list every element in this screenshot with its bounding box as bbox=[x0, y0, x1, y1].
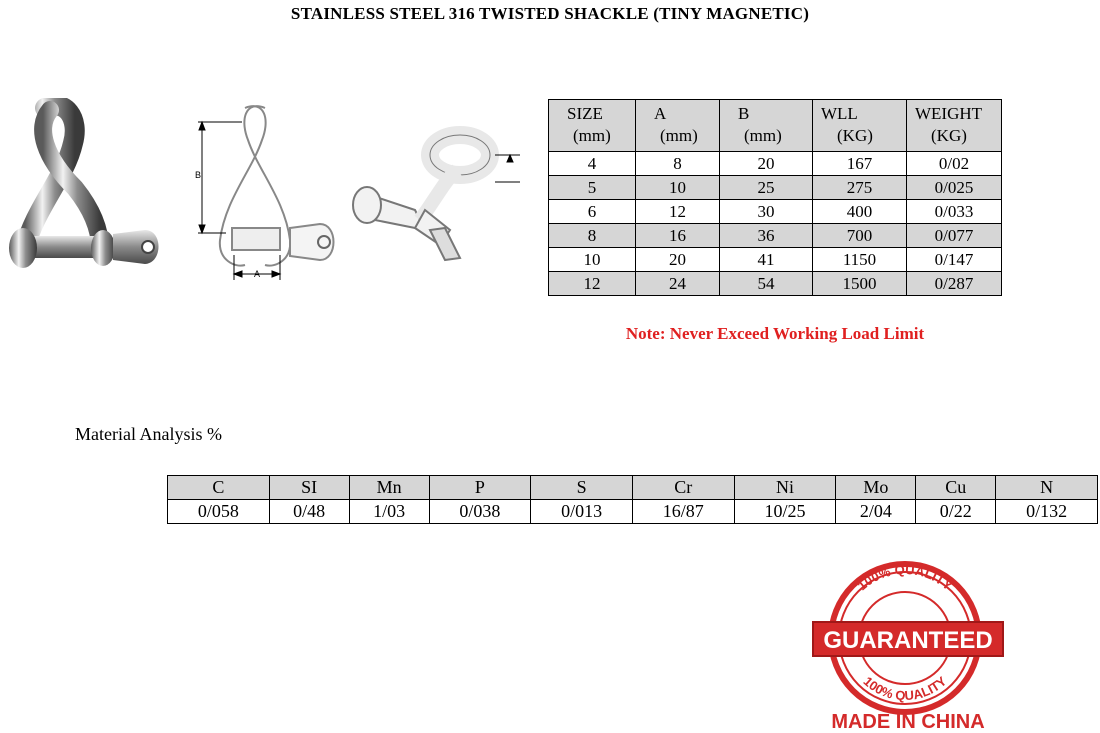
cell-size: 6 bbox=[549, 200, 636, 224]
dimension-label-a: A bbox=[254, 269, 261, 279]
cell-size: 4 bbox=[549, 152, 636, 176]
cell-wll: 1500 bbox=[813, 272, 907, 296]
material-value-row bbox=[168, 500, 1098, 524]
cell-weight: 0/033 bbox=[907, 200, 1002, 224]
spec-table bbox=[548, 99, 1002, 296]
cell-wll: 400 bbox=[813, 200, 907, 224]
badge-top-text: 100% QUALITY bbox=[854, 561, 956, 594]
cell-b: 30 bbox=[720, 200, 813, 224]
value-mn: 1/03 bbox=[349, 500, 429, 524]
table-row bbox=[549, 152, 1002, 176]
table-row bbox=[549, 200, 1002, 224]
cell-size: 5 bbox=[549, 176, 636, 200]
cell-weight: 0/02 bbox=[907, 152, 1002, 176]
header-b bbox=[720, 100, 813, 152]
badge-bottom-text: 100% QUALITY bbox=[860, 673, 950, 704]
element-ni: Ni bbox=[734, 476, 836, 500]
element-s: S bbox=[531, 476, 633, 500]
cell-b: 41 bbox=[720, 248, 813, 272]
table-row bbox=[549, 176, 1002, 200]
cell-b: 36 bbox=[720, 224, 813, 248]
header-wll-unit: (KG) bbox=[837, 126, 873, 145]
header-a bbox=[636, 100, 720, 152]
value-s: 0/013 bbox=[531, 500, 633, 524]
value-cu: 0/22 bbox=[916, 500, 996, 524]
table-row bbox=[549, 224, 1002, 248]
cell-wll: 167 bbox=[813, 152, 907, 176]
spec-header-row bbox=[549, 100, 1002, 152]
table-row bbox=[549, 272, 1002, 296]
cell-wll: 700 bbox=[813, 224, 907, 248]
value-c: 0/058 bbox=[168, 500, 270, 524]
header-b-unit: (mm) bbox=[744, 126, 782, 145]
header-weight-label: WEIGHT bbox=[915, 104, 983, 123]
cell-a: 8 bbox=[636, 152, 720, 176]
cell-weight: 0/147 bbox=[907, 248, 1002, 272]
cell-b: 54 bbox=[720, 272, 813, 296]
cell-wll: 275 bbox=[813, 176, 907, 200]
cell-b: 25 bbox=[720, 176, 813, 200]
page-title: STAINLESS STEEL 316 TWISTED SHACKLE (TINY MAGNETIC) bbox=[290, 4, 810, 23]
cell-weight: 0/025 bbox=[907, 176, 1002, 200]
warning-note: Note: Never Exceed Working Load Limit bbox=[625, 324, 925, 343]
dimension-label-b: B bbox=[195, 170, 202, 180]
badge-main-text: GUARANTEED bbox=[823, 627, 993, 654]
material-table bbox=[167, 475, 1098, 524]
material-header-row bbox=[168, 476, 1098, 500]
value-si: 0/48 bbox=[269, 500, 349, 524]
value-cr: 16/87 bbox=[632, 500, 734, 524]
header-size-label: SIZE bbox=[567, 104, 603, 123]
header-size-unit: (mm) bbox=[573, 126, 611, 145]
value-p: 0/038 bbox=[429, 500, 531, 524]
cell-wll: 1150 bbox=[813, 248, 907, 272]
element-n: N bbox=[996, 476, 1098, 500]
header-weight bbox=[907, 100, 1002, 152]
header-wll-label: WLL bbox=[821, 104, 858, 123]
header-b-label: B bbox=[738, 104, 750, 123]
header-wll bbox=[813, 100, 907, 152]
cell-size: 12 bbox=[549, 272, 636, 296]
badge-footer-text: MADE IN CHINA bbox=[831, 711, 985, 732]
cell-a: 20 bbox=[636, 248, 720, 272]
cell-weight: 0/287 bbox=[907, 272, 1002, 296]
dimension-drawing bbox=[190, 100, 350, 285]
table-row bbox=[549, 248, 1002, 272]
value-ni: 10/25 bbox=[734, 500, 836, 524]
cell-a: 16 bbox=[636, 224, 720, 248]
quality-guaranteed-badge bbox=[805, 560, 1015, 732]
value-n: 0/132 bbox=[996, 500, 1098, 524]
element-c: C bbox=[168, 476, 270, 500]
header-a-unit: (mm) bbox=[660, 126, 698, 145]
cell-b: 20 bbox=[720, 152, 813, 176]
element-mn: Mn bbox=[349, 476, 429, 500]
side-view-drawing bbox=[345, 110, 530, 285]
cell-size: 10 bbox=[549, 248, 636, 272]
element-mo: Mo bbox=[836, 476, 916, 500]
header-weight-unit: (KG) bbox=[931, 126, 967, 145]
cell-a: 24 bbox=[636, 272, 720, 296]
cell-a: 12 bbox=[636, 200, 720, 224]
element-cu: Cu bbox=[916, 476, 996, 500]
material-analysis-title: Material Analysis % bbox=[75, 424, 222, 444]
cell-a: 10 bbox=[636, 176, 720, 200]
header-a-label: A bbox=[654, 104, 667, 123]
element-cr: Cr bbox=[632, 476, 734, 500]
shackle-photo bbox=[5, 98, 165, 288]
cell-weight: 0/077 bbox=[907, 224, 1002, 248]
header-size bbox=[549, 100, 636, 152]
element-si: SI bbox=[269, 476, 349, 500]
cell-size: 8 bbox=[549, 224, 636, 248]
element-p: P bbox=[429, 476, 531, 500]
value-mo: 2/04 bbox=[836, 500, 916, 524]
